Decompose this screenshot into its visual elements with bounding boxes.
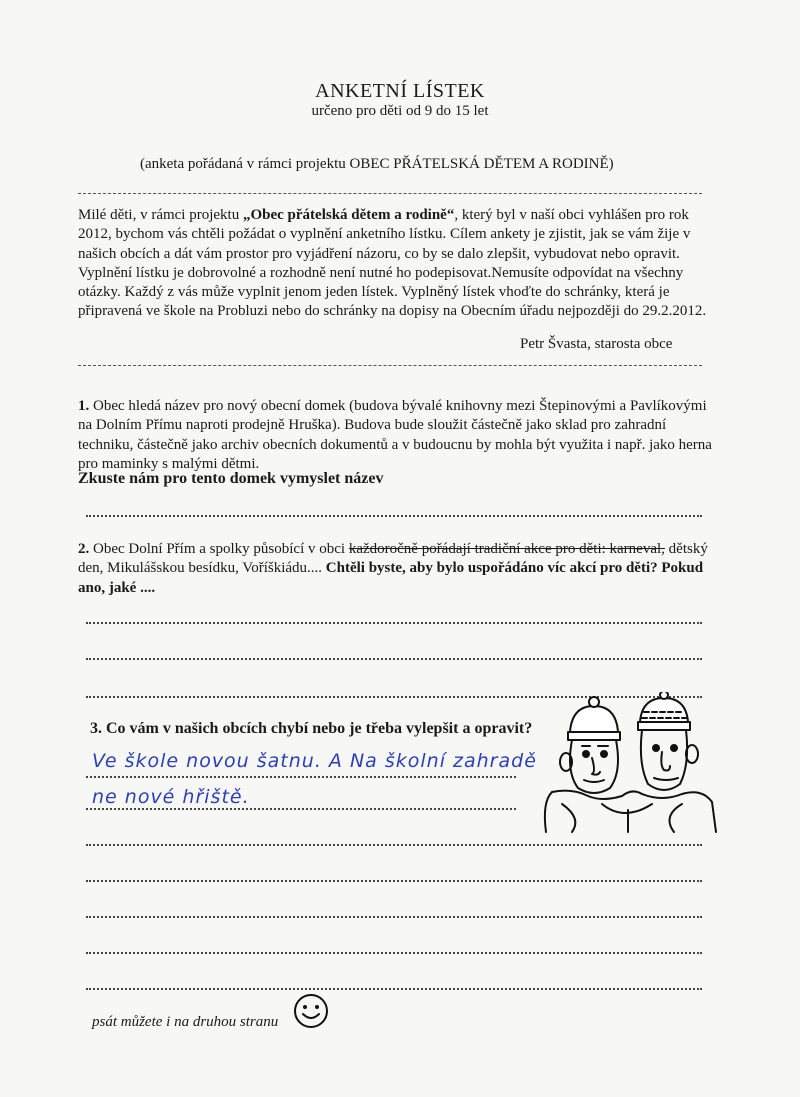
answer-line[interactable] [86, 658, 702, 660]
question-2-number: 2. [78, 541, 90, 557]
answer-line[interactable] [86, 808, 516, 810]
question-2-struck-text: každoročně pořádají tradiční akce pro děti: karneval, [348, 541, 665, 557]
answer-line[interactable] [86, 622, 702, 624]
page-subtitle: určeno pro děti od 9 do 15 let [311, 103, 489, 119]
question-1 [78, 397, 718, 474]
question-2 [78, 540, 718, 598]
handwritten-answer-line-1: Ve škole novou šatnu. A Na školní zahradě [92, 750, 537, 772]
question-1-prompt: Zkuste nám pro tento domek vymyslet název [78, 470, 384, 487]
two-characters-illustration [532, 692, 722, 837]
answer-line[interactable] [86, 844, 702, 846]
signature: Petr Švasta, starosta obce [520, 336, 673, 352]
intro-text-start: Milé děti, v rámci projektu [78, 207, 243, 223]
question-3: 3. Co vám v našich obcích chybí nebo je třeba vylepšit a opravit? [90, 720, 533, 737]
dashed-divider [78, 193, 702, 194]
intro-text-rest: , který byl v naší obci vyhlášen pro rok 2012, bychom vás chtěli požádat o vyplnění anketního lístku. Cílem ankety je zjistit, jak se vám žije v našich obcích a dát vám prostor pro vyjádření názoru, co by se dalo zlepšit, vybudovat nebo opravit. Vyplnění lístku je dobrovolné a rozhodně není nutné ho podepisovat.Nemusíte odpovídat na všechny otázky. Každý z vás může vyplnit jenom jeden lístek. Vyplněný lístek vhoďte do schránky, která je připravená ve škole na Probluzi nebo do schránky na dopisy na Obecním úřadu nejpozději do 29.2.2012. [78, 207, 707, 320]
question-1-text: Obec hledá název pro nový obecní domek (budova bývalé knihovny mezi Štepinovými a Pavlíkovými na Dolním Přímu naproti prodejně Hruška). Budova bude sloužit částečně jako sklad pro zahradní techniku, částečně jako archiv obecních dokumentů a v budoucnu by mohla být využita i např. jako herna pro maminky s malými dětmi. [78, 398, 712, 472]
question-2-prompt: Chtěli byste, aby bylo uspořádáno víc akcí pro děti? Pokud ano, jaké .... [78, 560, 704, 596]
question-2-text: Obec Dolní Přím a spolky působící v obci [89, 541, 349, 557]
answer-line[interactable] [86, 515, 702, 517]
answer-line[interactable] [86, 952, 702, 954]
footer-note: psát můžete i na druhou stranu [92, 1014, 279, 1030]
question-1-number: 1. [78, 398, 90, 414]
answer-line[interactable] [86, 776, 516, 778]
intro-project-name: „Obec přátelská dětem a rodině“ [242, 207, 455, 223]
smiley-face-icon [292, 992, 330, 1030]
page-title: ANKETNÍ LÍSTEK [315, 80, 485, 102]
project-context: (anketa pořádaná v rámci projektu OBEC PŘÁTELSKÁ DĚTEM A RODINĚ) [140, 156, 614, 172]
answer-line[interactable] [86, 988, 702, 990]
handwritten-answer-line-2: ne nové hřiště. [92, 786, 250, 808]
answer-line[interactable] [86, 916, 702, 918]
intro-paragraph [78, 206, 714, 322]
dashed-divider [78, 365, 702, 366]
answer-line[interactable] [86, 880, 702, 882]
question-2-text-cont: dětský den, Mikulášskou besídku, Voříškiádu.... [78, 541, 708, 577]
